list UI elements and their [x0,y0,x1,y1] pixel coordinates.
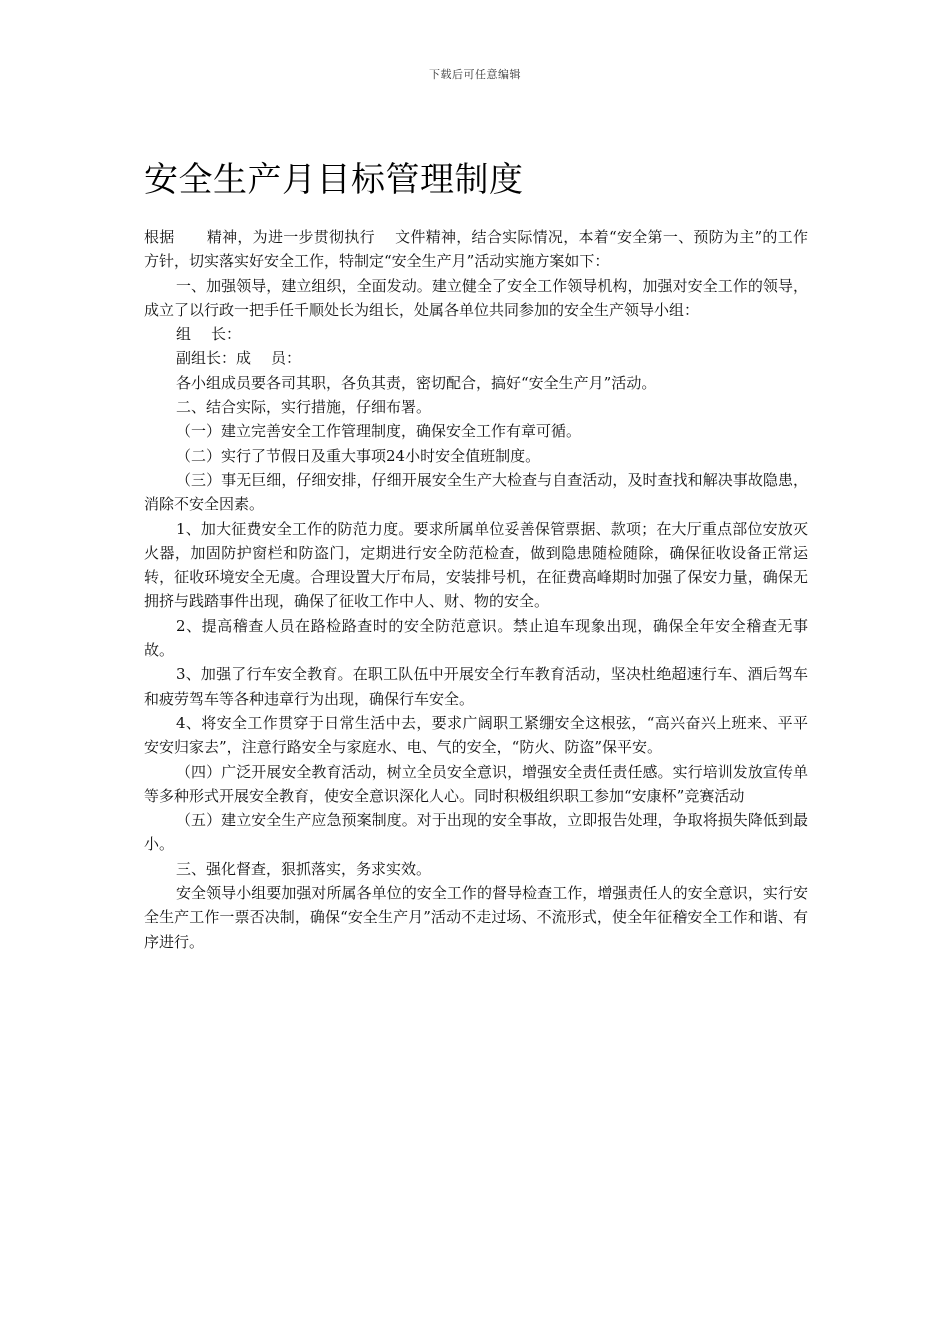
leader-line [144,322,808,346]
intro-part-3: 文件精神，结合实际情况，本着“安全第一、预防为主”的工作方针，切实落实好安全工作，特制定“安全生产月”活动实施方案如下： [144,228,808,271]
section-2-item-1: （一）建立完善安全工作管理制度，确保安全工作有章可循。 [176,422,582,441]
section-2-point-3: 3、加强了行车安全教育。在职工队伍中开展安全行车教育活动，坚决杜绝超速行车、酒后驾车和疲劳驾车等各种违章行为出现，确保行车安全。 [144,665,808,708]
members-label: 员： [271,349,302,368]
section-3-body: 安全领导小组要加强对所属各单位的安全工作的督导检查工作，增强责任人的安全意识，实行安全生产工作一票否决制，确保“安全生产月”活动不走过场、不流形式，使全年征稽安全工作和谐、有序进行。 [144,884,808,951]
section-2-item-5: （五）建立安全生产应急预案制度。对于出现的安全事故，立即报告处理，争取将损失降低到最小。 [144,811,808,854]
section-2-point-4: 4、将安全工作贯穿于日常生活中去，要求广阔职工紧绷安全这根弦，“高兴奋兴上班来、平平安安归家去”，注意行路安全与家庭水、电、气的安全，“防火、防盗”保平安。 [144,713,808,757]
intro-part-1: 根据 [144,228,175,246]
section-2-heading: 二、结合实际，实行措施，仔细布署。 [176,398,432,417]
section-1-heading: 一、加强领导，建立组织，全面发动。建立健全了安全工作领导机构，加强对安全工作的领导，成立了以行政一把手任千顺处长为组长，处属各单位共同参加的安全生产领导小组： [144,276,808,319]
section-2-point-2: 2、提高稽查人员在路检路查时的安全防范意识。禁止追车现象出现，确保全年安全稽查无事故。 [144,616,808,660]
section-3-heading: 三、强化督查，狠抓落实，务求实效。 [176,859,432,878]
document-title: 安全生产月目标管理制度 [144,160,524,200]
intro-paragraph [144,225,808,274]
section-2-item-3: （三）事无巨细，仔细安排，仔细开展安全生产大检查与自查活动，及时查找和解决事故隐患，消除不安全因素。 [144,470,808,514]
header-note: 下载后可任意编辑 [429,68,521,81]
intro-part-2: 精神，为进一步贯彻执行 [206,228,375,246]
section-2-item-4: （四）广泛开展安全教育活动，树立全员安全意识，增强安全责任责任感。实行培训发放宣传单等多种形式开展安全教育，使安全意识深化人心。同时积极组织职工参加“安康杯”竞赛活动 [144,762,808,805]
section-2-item-2: （二）实行了节假日及重大事项24小时安全值班制度。 [176,446,541,465]
leader-label: 组 [176,325,192,344]
deputy-line [144,346,808,370]
document-body [144,225,808,954]
deputy-label: 副组长：成 [176,349,252,368]
section-2-point-1: 1、加大征费安全工作的防范力度。要求所属单位妥善保管票据、款项；在大厅重点部位安放灭火器，加固防护窗栏和防盗门，定期进行安全防范检查，做到隐患随检随除，确保征收设备正常运转，征收环境安全无虞。合理设置大厅布局，安装排号机，在征费高峰期时加强了保安力量，确保无拥挤与践踏事件出现，确保了征收工作中人、财、物的安全。 [144,519,808,611]
members-note: 各小组成员要各司其职，各负其责，密切配合，搞好“安全生产月”活动。 [176,373,657,392]
leader-label-2: 长： [211,325,242,344]
